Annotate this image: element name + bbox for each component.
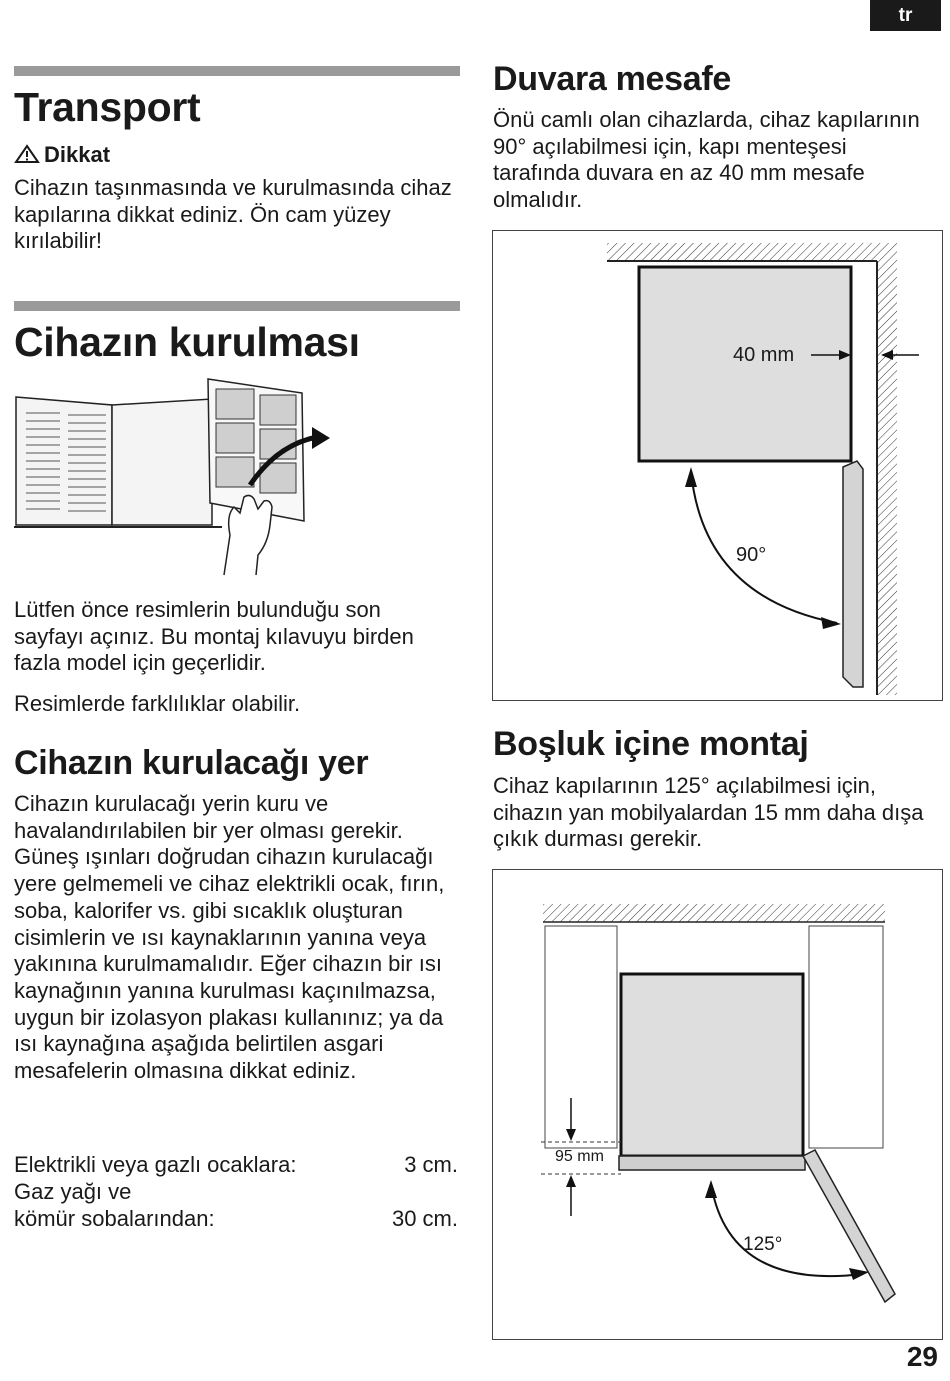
installation-title: Cihazın kurulması [14,319,360,365]
transport-title: Transport [14,84,201,130]
distance-label: Gaz yağı ve kömür sobalarından: [14,1179,215,1231]
transport-text: Cihazın taşınmasında ve kurulmasında cihaz kapılarına dikkat ediniz. Ön cam yüzey kırılabilir! [14,175,452,254]
page-number: 29 [906,1341,938,1372]
distance-row [14,1179,458,1233]
warning-label: Dikkat [44,142,111,167]
wall-distance-text: Önü camlı olan cihazlarda, cihaz kapılarının 90° açılabilmesi için, kapı menteşesi tarafında duvara en az 40 mm mesafe olmalıdır. [493,107,920,213]
wall-distance-title: Duvara mesafe [493,60,732,98]
wall-angle-label: 90° [736,544,767,566]
manual-illustration [12,375,342,580]
section-rule [14,301,460,311]
section-rule [14,66,460,76]
recess-drawing [493,870,944,1341]
wall-distance-diagram [492,230,943,701]
warning-triangle-icon [14,144,40,164]
distance-value: 30 cm. [391,1206,458,1232]
recess-angle-label: 125° [743,1234,783,1255]
warning-heading [14,142,110,168]
wall-dimension-label: 40 mm [733,344,795,366]
distance-row [14,1152,458,1179]
recess-title: Boşluk içine montaj [493,725,809,763]
recess-diagram [492,869,943,1340]
location-title: Cihazın kurulacağı yer [14,744,369,782]
installation-text-1: Lütfen önce resimlerin bulunduğu son sayfayı açınız. Bu montaj kılavuyu birden fazla model için geçerlidir. [14,597,414,676]
language-tab: tr [870,0,941,31]
recess-text: Cihaz kapılarının 125° açılabilmesi için, cihazın yan mobilyalardan 15 mm daha dışa çıkık durması gerekir. [493,773,924,852]
recess-dimension-label: 95 mm [555,1148,604,1165]
distance-label: Elektrikli veya gazlı ocaklara: [14,1152,297,1177]
location-text: Cihazın kurulacağı yerin kuru ve havalandırılabilen bir yer olması gerekir. Güneş ışınları doğrudan cihazın kurulacağı yere gelmemeli ve cihaz elektrikli ocak, fırın, soba, kalorifer vs. gibi sıcaklık oluşturan cisimlerin ve ısı kaynaklarının yanına veya yakınına kurulmamalıdır. Eğer cihazın bir ısı kaynağının yanına kurulması kaçınılmazsa, uygun bir izolasyon plakası kullanınız; ya da ısı kaynağına aşağıda belirtilen asgari mesafelerin olmasına dikkat ediniz. [14,791,445,1084]
installation-text-2: Resimlerde farklılıklar olabilir. [14,691,301,716]
distance-value: 3 cm. [404,1152,458,1178]
wall-distance-drawing [493,231,944,702]
